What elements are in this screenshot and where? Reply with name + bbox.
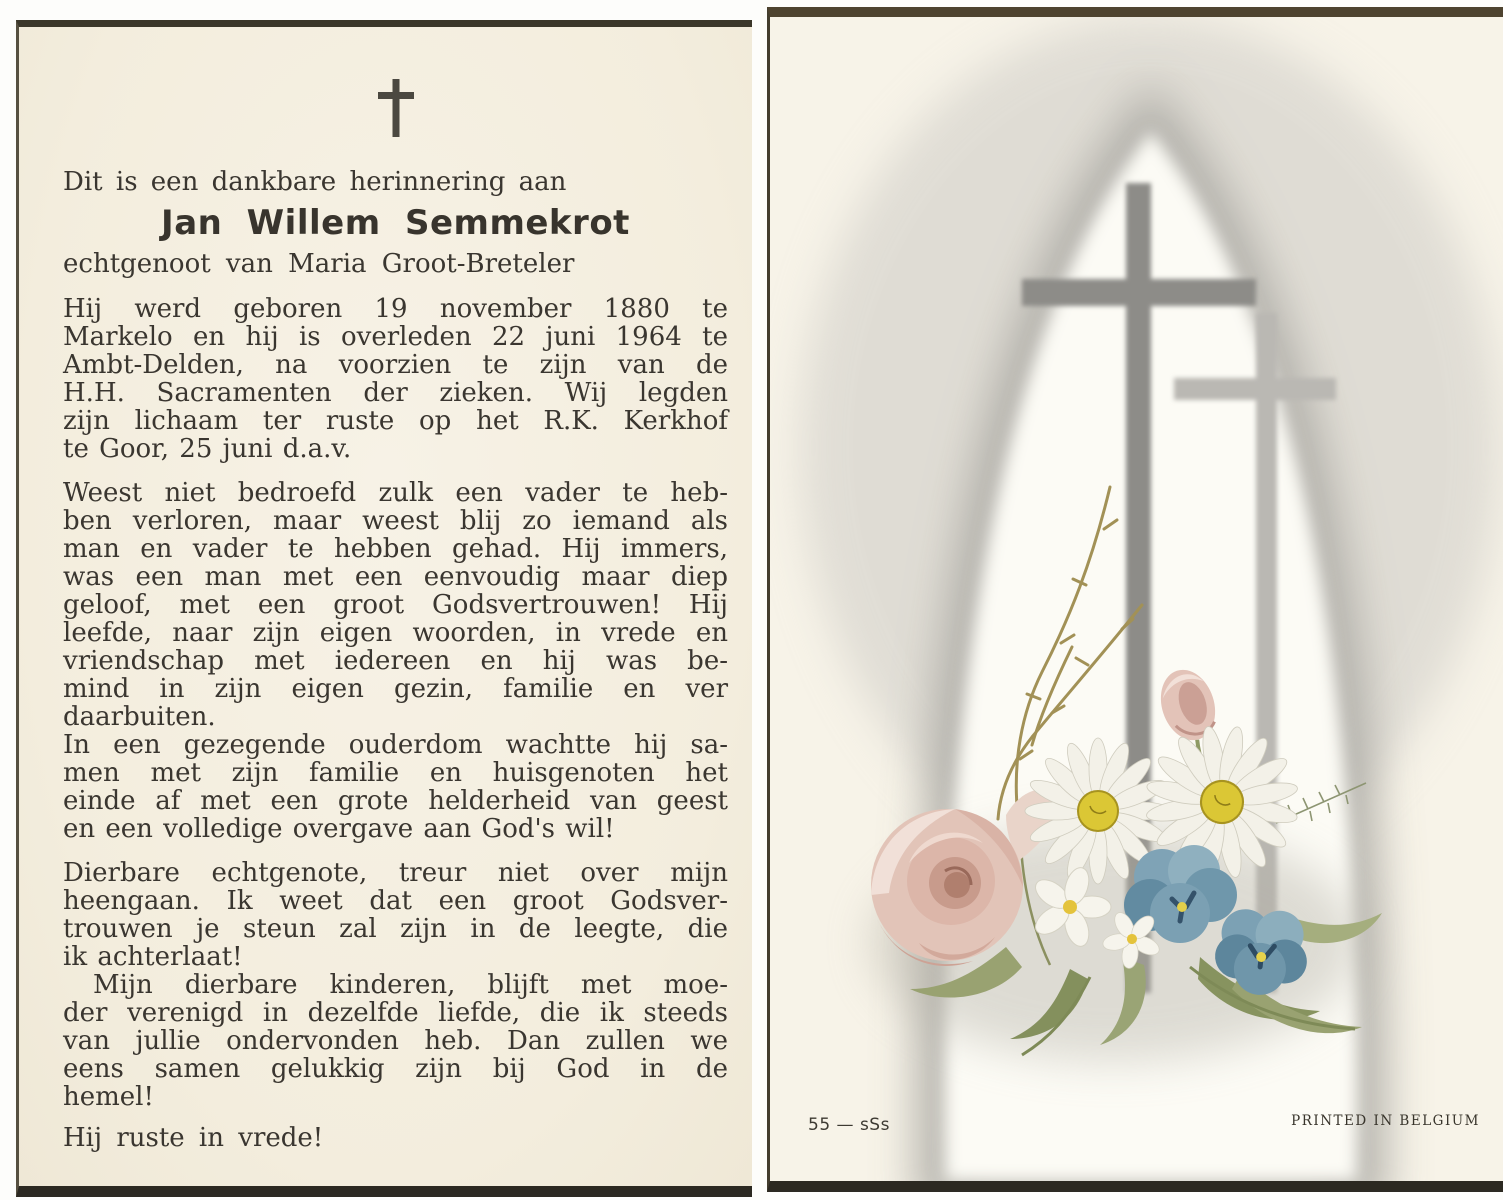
paragraph-to-children [63, 971, 728, 1111]
text-line: mind in zijn eigen gezin, familie en ver [63, 674, 728, 704]
text-line: Ambt-Delden, na voorzien te zijn van de [63, 350, 728, 380]
left-page [16, 20, 752, 1197]
text-line: daarbuiten. [63, 702, 216, 732]
text-line: zijn lichaam ter ruste op het R.K. Kerkhof [63, 406, 728, 436]
text-line: Weest niet bedroefd zulk een vader te heb- [63, 478, 728, 508]
text-line: was een man met een eenvoudig maar diep [63, 562, 728, 592]
text-line: en een volledige overgave aan God's wil! [63, 814, 615, 844]
text-line: Mijn dierbare kinderen, blijft met moe- [93, 970, 728, 1000]
text-line: ben verloren, maar weest blij zo iemand als [63, 506, 728, 536]
text-line: man en vader te hebben gehad. Hij immers, [63, 534, 728, 564]
text-line: men met zijn familie en huisgenoten het [63, 758, 728, 788]
text-line: H.H. Sacramenten der zieken. Wij legden [63, 378, 728, 408]
text-line: der verenigd in dezelfde liefde, die ik steeds [63, 998, 728, 1028]
memorial-text [63, 295, 728, 1111]
right-page [767, 7, 1503, 1192]
header-cross-wrap [63, 77, 728, 155]
text-line: geloof, met een groot Godsvertrouwen! Hij [63, 590, 728, 620]
paragraph-old-age [63, 731, 728, 843]
text-line: hemel! [63, 1082, 154, 1112]
paragraph-to-wife [63, 859, 728, 971]
printed-in-belgium: PRINTED IN BELGIUM [1291, 1113, 1480, 1129]
latin-cross-icon [376, 77, 416, 139]
text-line: te Goor, 25 juni d.a.v. [63, 434, 352, 464]
relation-line: echtgenoot van Maria Groot-Breteler [63, 249, 575, 279]
text-line: van jullie ondervonden heb. Dan zullen we [63, 1026, 728, 1056]
memorial-illustration [770, 17, 1503, 1181]
text-line: Dierbare echtgenote, treur niet over mijn [63, 858, 728, 888]
text-line: ik achterlaat! [63, 942, 243, 972]
text-line: trouwen je steun zal zijn in de leegte, die [63, 914, 728, 944]
text-line: In een gezegende ouderdom wachtte hij sa- [63, 730, 728, 760]
text-line: einde af met een grote helderheid van geest [63, 786, 728, 816]
text-line: Markelo en hij is overleden 22 juni 1964 te [63, 322, 728, 352]
series-number: 55 — sSs [808, 1115, 890, 1135]
text-line: eens samen gelukkig zijn bij God in de [63, 1054, 728, 1084]
text-line: Hij werd geboren 19 november 1880 te [63, 294, 728, 324]
deceased-name: Jan Willem Semmekrot [161, 203, 630, 243]
text-line: heengaan. Ik weet dat een groot Godsver- [63, 886, 728, 916]
paragraph-birth-death [63, 295, 728, 463]
intro-line: Dit is een dankbare herinnering aan [63, 167, 567, 197]
closing-line: Hij ruste in vrede! [63, 1123, 324, 1153]
paragraph-consolation [63, 479, 728, 731]
text-line: vriendschap met iedereen en hij was be- [63, 646, 728, 676]
text-line: leefde, naar zijn eigen woorden, in vrede en [63, 618, 728, 648]
